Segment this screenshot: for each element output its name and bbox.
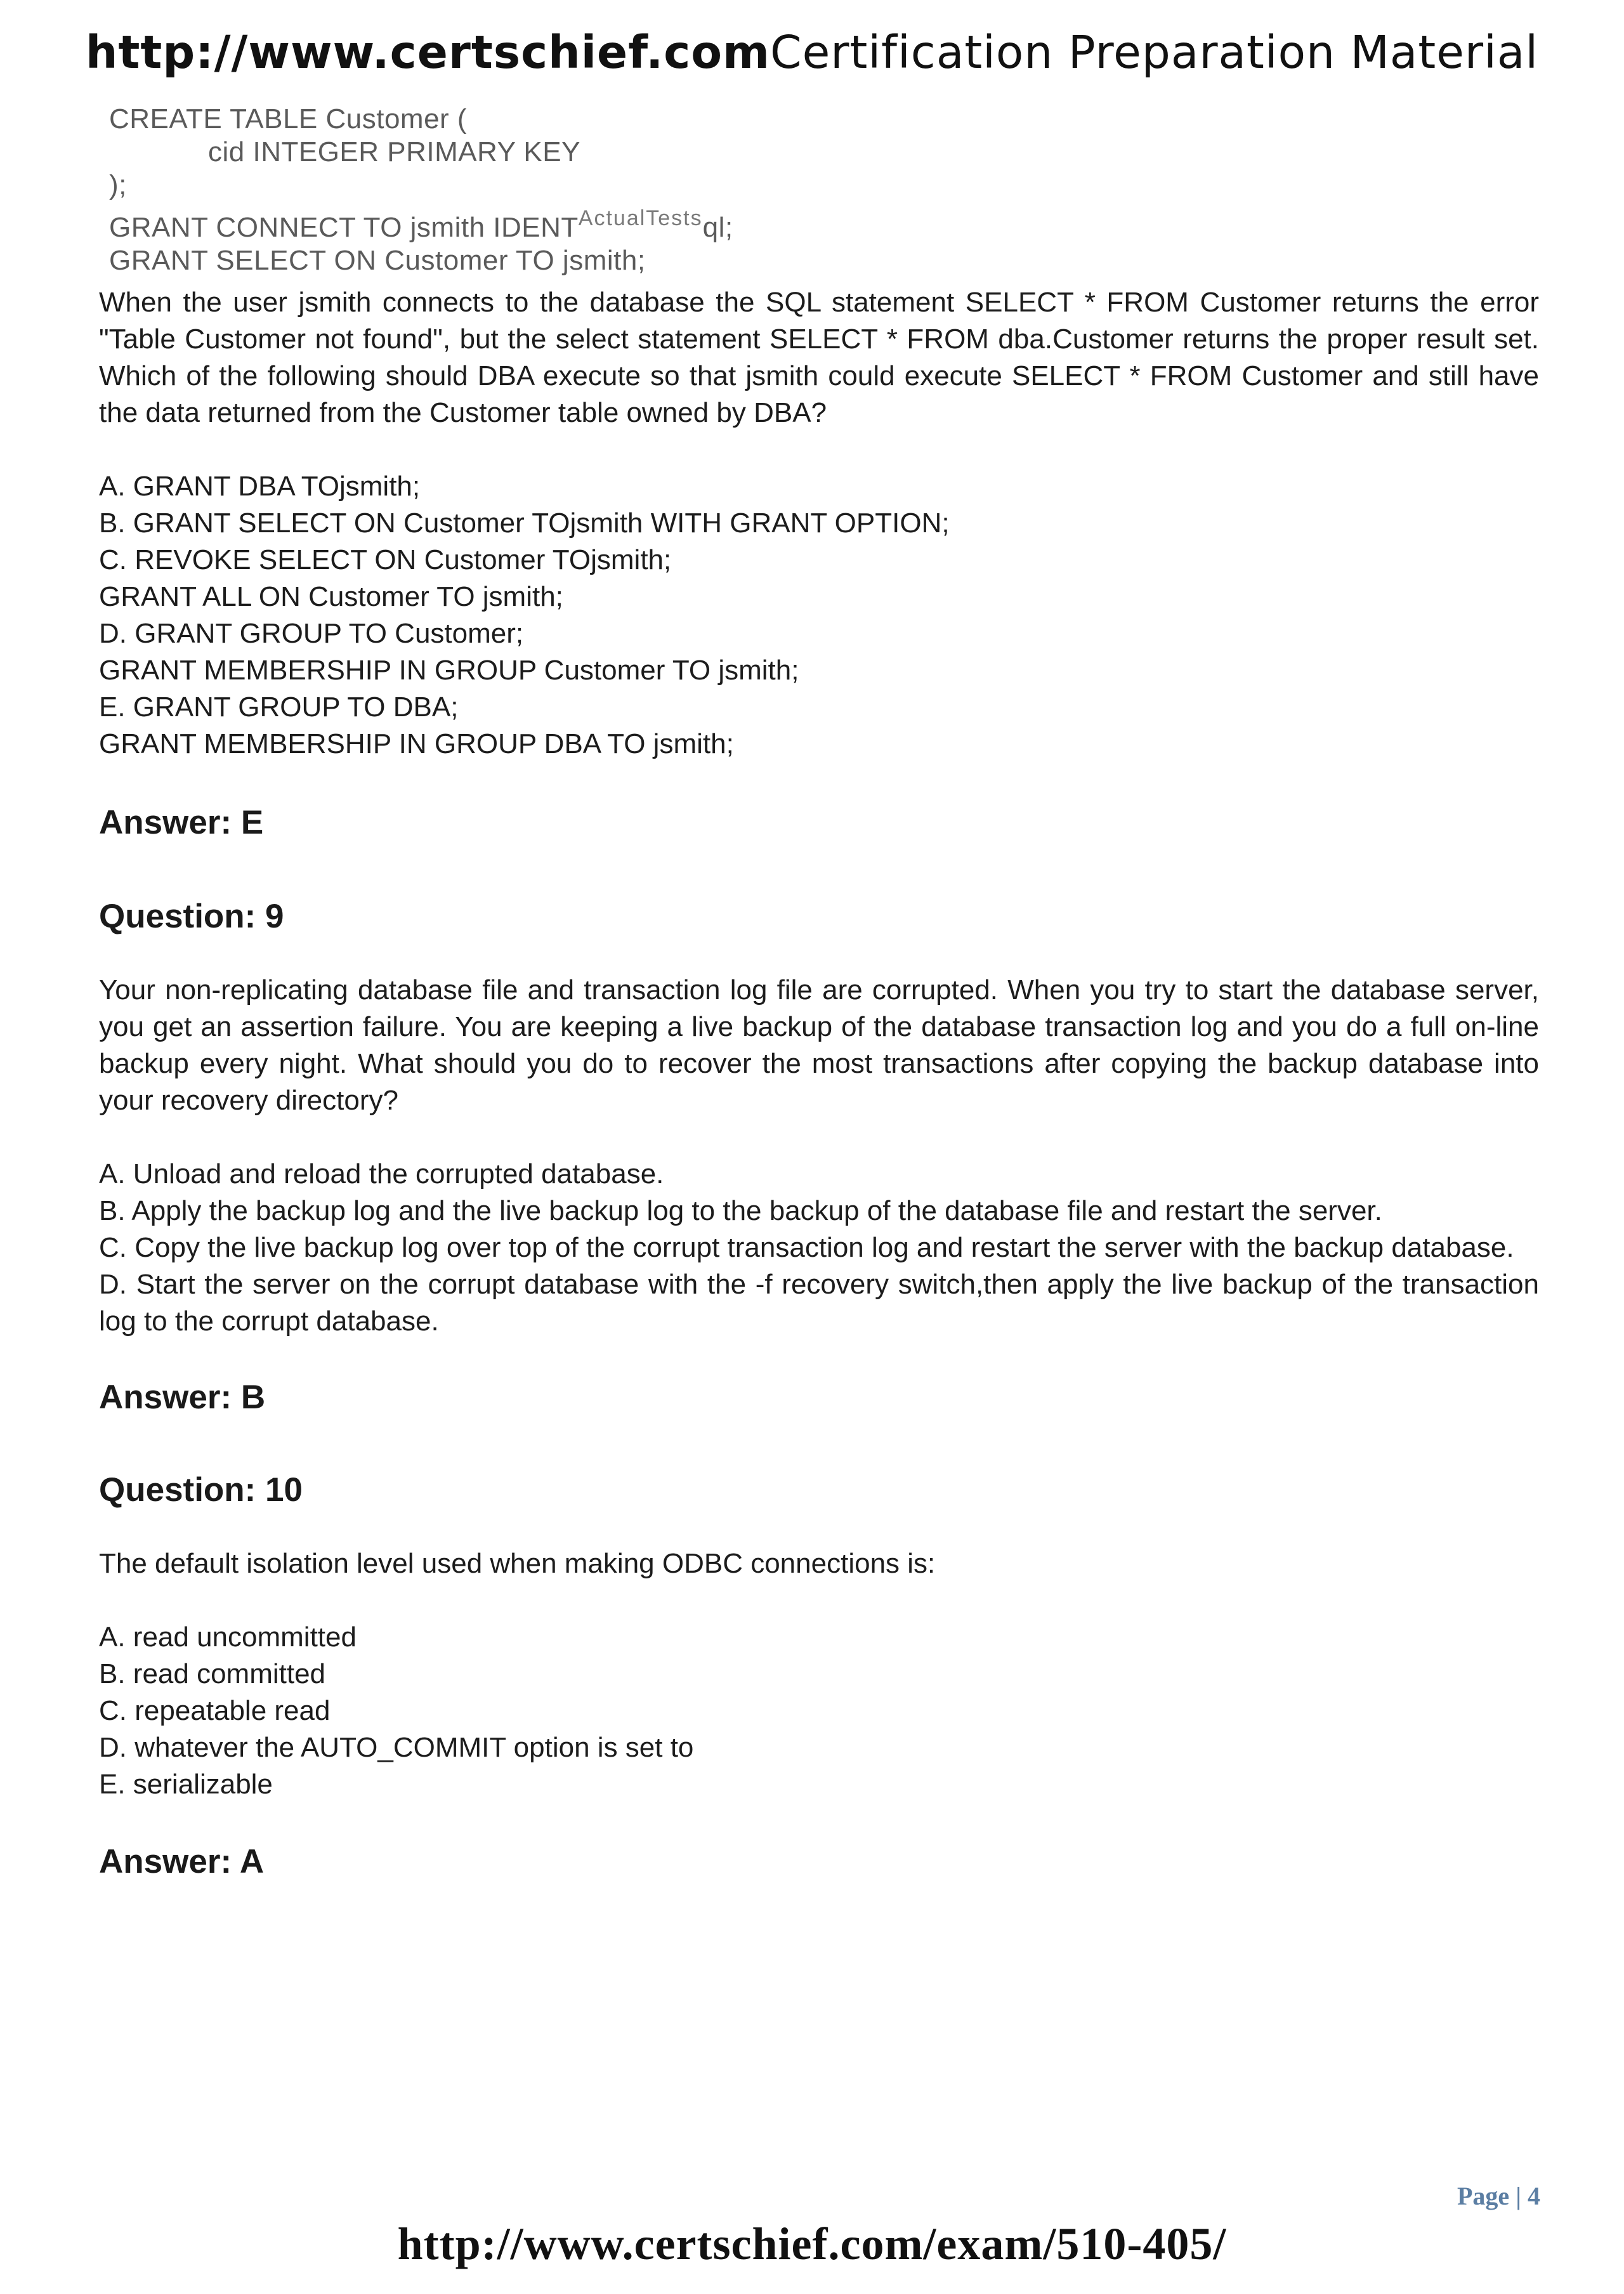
option-line: E. serializable <box>99 1769 273 1800</box>
code-line-4 <box>109 202 733 244</box>
header-tagline: Certification Preparation Material <box>770 26 1539 79</box>
option-line: C. Copy the live backup log over top of the corrupt transaction log and restart the server with the backup database. <box>99 1232 1514 1263</box>
header-url: http://www.certschief.com <box>85 26 771 79</box>
code-line-3: ); <box>109 169 127 200</box>
page-content <box>99 284 1539 1884</box>
option-line: GRANT MEMBERSHIP IN GROUP DBA TO jsmith; <box>99 728 734 759</box>
page-header <box>0 24 1624 82</box>
option-line: B. Apply the backup log and the live backup log to the backup of the database file and restart the server. <box>99 1195 1382 1226</box>
question-8-text: When the user jsmith connects to the database the SQL statement SELECT * FROM Customer returns the error "Table Customer not found", but the select statement SELECT * FROM dba.Customer returns the proper result set. Which of the following should DBA execute so that jsmith could execute SELECT * FROM Customer and still have the data returned from the Customer table owned by DBA? <box>99 287 1539 428</box>
code-line-5: GRANT SELECT ON Customer TO jsmith; <box>109 245 646 276</box>
option-line: D. GRANT GROUP TO Customer; <box>99 618 524 649</box>
question-9-text: Your non-replicating database file and transaction log file are corrupted. When you try to start the database server, you get an assertion failure. You are keeping a live backup of the database transaction log and you do a full on-line backup every night. What should you do to recover the most transactions after copying the backup database into your recovery directory? <box>99 974 1539 1116</box>
question-9-options <box>99 1156 1539 1266</box>
question-10-text: The default isolation level used when making ODBC connections is: <box>99 1548 936 1579</box>
option-line: A. Unload and reload the corrupted database. <box>99 1158 664 1190</box>
watermark-overlay: ActualTests <box>578 206 703 230</box>
option-line: A. GRANT DBA TOjsmith; <box>99 471 421 502</box>
code-line-1: CREATE TABLE Customer ( <box>109 103 468 134</box>
question-9-title: Question: 9 <box>99 898 284 935</box>
option-line: GRANT ALL ON Customer TO jsmith; <box>99 581 563 612</box>
footer-url[interactable]: http://www.certschief.com/exam/510-405/ <box>397 2219 1227 2269</box>
question-10-title: Question: 10 <box>99 1471 303 1509</box>
question-9-option-d: D. Start the server on the corrupt database with the -f recovery switch,then apply the live backup of the transaction log to the corrupt database. <box>99 1269 1539 1337</box>
code-line-4-text: GRANT CONNECT TO jsmith IDENT <box>109 212 579 243</box>
option-line: C. repeatable read <box>99 1695 331 1726</box>
question-8-answer: Answer: E <box>99 804 264 841</box>
option-line: D. whatever the AUTO_COMMIT option is set to <box>99 1732 694 1763</box>
option-line: E. GRANT GROUP TO DBA; <box>99 691 459 723</box>
option-line: B. read committed <box>99 1658 326 1689</box>
question-9-answer: Answer: B <box>99 1379 266 1416</box>
code-line-2: cid INTEGER PRIMARY KEY <box>208 136 580 167</box>
option-line: GRANT MEMBERSHIP IN GROUP Customer TO jsmith; <box>99 655 799 686</box>
question-10-options <box>99 1619 1539 1803</box>
code-line-4-tail: ql; <box>702 212 733 243</box>
question-8-options <box>99 468 1539 763</box>
option-line: C. REVOKE SELECT ON Customer TOjsmith; <box>99 544 672 575</box>
question-10-answer: Answer: A <box>99 1843 265 1880</box>
option-line: B. GRANT SELECT ON Customer TOjsmith WITH GRANT OPTION; <box>99 508 950 539</box>
sql-code-snippet <box>109 103 733 277</box>
option-line: A. read uncommitted <box>99 1622 357 1653</box>
page-number: Page | 4 <box>1457 2182 1540 2210</box>
